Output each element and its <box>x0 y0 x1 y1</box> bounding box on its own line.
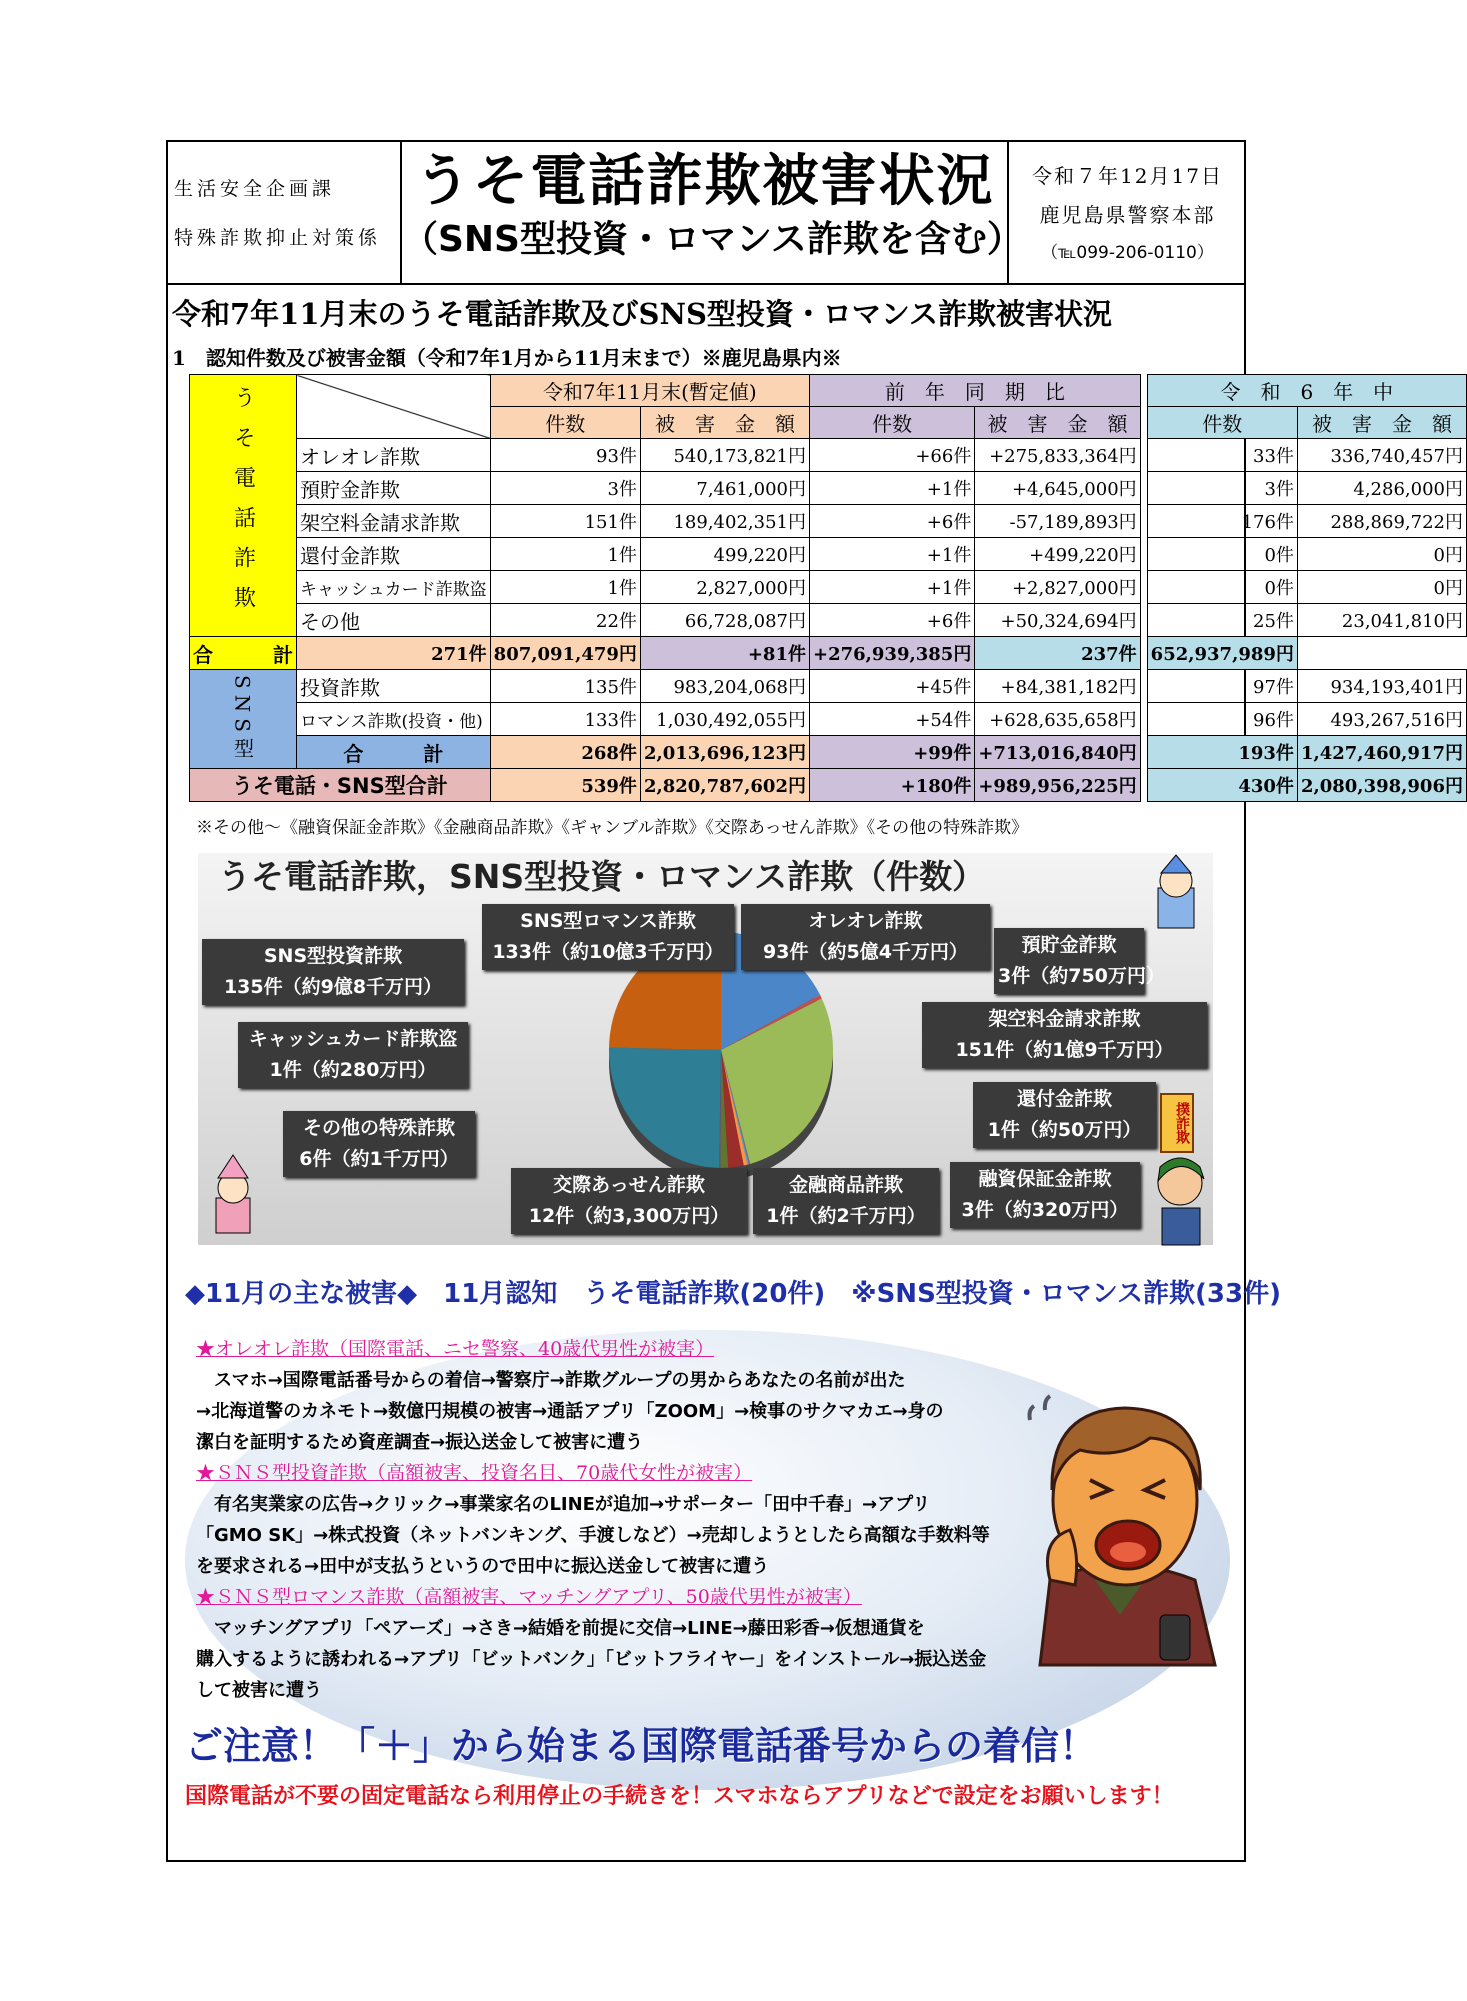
table-row <box>190 472 1467 505</box>
total-row-uso <box>190 637 1467 670</box>
case-description-line: スマホ→国際電話番号からの着信→警察庁→詐欺グループの男からあなたの名前が出た <box>196 1370 906 1391</box>
value-cell: 23,041,810円 <box>1297 604 1466 637</box>
callout-value: 133件（約10億3千万円） <box>492 941 724 963</box>
value-cell: 135件 <box>490 670 640 703</box>
value-cell: 493,267,516円 <box>1297 703 1466 736</box>
case-list <box>196 1334 1016 1706</box>
callout-name: SNS型ロマンス詐欺 <box>520 910 696 932</box>
diagonal-header-cell <box>297 375 491 439</box>
value-cell: +713,016,840円 <box>975 736 1140 769</box>
pink-mascot-icon <box>198 1153 268 1245</box>
callout-name: オレオレ詐欺 <box>808 910 923 932</box>
value-cell: 7,461,000円 <box>640 472 809 505</box>
value-cell: +6件 <box>809 604 974 637</box>
callout-name: 交際あっせん詐欺 <box>553 1174 705 1196</box>
total-label: 合 計 <box>190 637 297 670</box>
table-gap <box>1140 375 1147 802</box>
row-label: キャッシュカード詐欺盗 <box>297 571 491 604</box>
table-row <box>190 538 1467 571</box>
callout-value: 12件（約3,300万円） <box>528 1205 730 1227</box>
callout-label <box>238 1022 468 1088</box>
grand-total-label: うそ電話・SNS型合計 <box>190 769 491 802</box>
page-title: うそ電話詐欺被害状況 <box>414 149 995 214</box>
col-amount: 被 害 金 額 <box>975 407 1140 439</box>
callout-value: 151件（約1億9千万円） <box>955 1039 1174 1061</box>
table-row <box>190 439 1467 472</box>
department-name: 生活安全企画課 <box>174 177 336 200</box>
col-count: 件数 <box>1147 407 1297 439</box>
header-prev-year: 令 和 6 年 中 <box>1147 375 1466 407</box>
callout-label <box>741 904 990 970</box>
value-cell: +1件 <box>809 571 974 604</box>
value-cell: 96件 <box>1147 703 1297 736</box>
organization: 鹿児島県警察本部 <box>1039 203 1216 227</box>
warning-message: ご注意！「＋」から始まる国際電話番号からの着信！ <box>185 1724 1098 1768</box>
chart-title: うそ電話詐欺，SNS型投資・ロマンス詐欺（件数） <box>218 857 986 896</box>
value-cell: 2,013,696,123円 <box>640 736 809 769</box>
callout-value: 1件（約50万円） <box>987 1119 1142 1141</box>
value-cell: 193件 <box>1147 736 1297 769</box>
value-cell: 3件 <box>1147 472 1297 505</box>
total-label: 合 計 <box>297 736 491 769</box>
value-cell: 237件 <box>975 637 1140 670</box>
callout-label <box>973 1082 1156 1148</box>
value-cell: 268件 <box>490 736 640 769</box>
value-cell: 1,030,492,055円 <box>640 703 809 736</box>
value-cell: +499,220円 <box>975 538 1140 571</box>
value-cell: +628,635,658円 <box>975 703 1140 736</box>
value-cell: 0円 <box>1297 538 1466 571</box>
value-cell: 25件 <box>1147 604 1297 637</box>
group-label-sns: SNS型 <box>190 670 297 769</box>
callout-name: SNS型投資詐欺 <box>263 945 403 967</box>
row-label: ロマンス詐欺(投資・他) <box>297 703 491 736</box>
value-cell: 133件 <box>490 703 640 736</box>
value-cell: 983,204,068円 <box>640 670 809 703</box>
value-cell: 97件 <box>1147 670 1297 703</box>
case-description-line: を要求される→田中が支払うというので田中に振込送金して被害に遭う <box>196 1556 770 1577</box>
callout-label <box>950 1162 1140 1228</box>
table-row <box>190 703 1467 736</box>
header-yoy: 前 年 同 期 比 <box>809 375 1140 407</box>
case-description-line: 購入するように誘われる→アプリ「ビットバンク」「ビットフライヤー」をインストール→振込送金 <box>196 1649 987 1670</box>
value-cell: 176件 <box>1147 505 1297 538</box>
section-name: 特殊詐欺抑止対策係 <box>174 226 382 249</box>
col-amount: 被 害 金 額 <box>640 407 809 439</box>
warning-instruction: 国際電話が不要の固定電話なら利用停止の手続きを！スマホならアプリなどで設定をお願いします！ <box>185 1784 1174 1809</box>
value-cell: +6件 <box>809 505 974 538</box>
case-description-line: マッチングアプリ「ペアーズ」→さき→結婚を前提に交信→LINE→藤田彩香→仮想通貨を <box>196 1618 925 1639</box>
case-title: ★オレオレ詐欺（国際電話、ニセ警察、40歳代男性が被害） <box>196 1338 715 1360</box>
value-cell: +99件 <box>809 736 974 769</box>
value-cell: 2,820,787,602円 <box>640 769 809 802</box>
callout-value: 6件（約1千万円） <box>299 1148 459 1170</box>
col-amount: 被 害 金 額 <box>1297 407 1466 439</box>
value-cell: 0円 <box>1297 571 1466 604</box>
value-cell: +180件 <box>809 769 974 802</box>
damage-table <box>189 374 1467 802</box>
callout-label <box>994 928 1165 994</box>
callout-value: 1件（約280万円） <box>269 1059 437 1081</box>
table-row <box>190 604 1467 637</box>
callout-name: 還付金詐欺 <box>1016 1088 1112 1110</box>
value-cell: 934,193,401円 <box>1297 670 1466 703</box>
value-cell: 189,402,351円 <box>640 505 809 538</box>
value-cell: +1件 <box>809 472 974 505</box>
value-cell: 3件 <box>490 472 640 505</box>
callout-label <box>202 939 464 1005</box>
value-cell: +276,939,385円 <box>809 637 974 670</box>
value-cell: 1,427,460,917円 <box>1297 736 1466 769</box>
value-cell: 539件 <box>490 769 640 802</box>
monthly-headline: ◆11月の主な被害◆ 11月認知 うそ電話詐欺(20件) ※SNS型投資・ロマンス詐欺(33件) <box>185 1279 1281 1309</box>
value-cell: +66件 <box>809 439 974 472</box>
value-cell: 430件 <box>1147 769 1297 802</box>
value-cell: 93件 <box>490 439 640 472</box>
boy-mascot-icon <box>1148 1153 1213 1245</box>
value-cell: 4,286,000円 <box>1297 472 1466 505</box>
value-cell: 1件 <box>490 571 640 604</box>
value-cell: +275,833,364円 <box>975 439 1140 472</box>
grand-total-row <box>190 769 1467 802</box>
table-footnote: ※その他～《融資保証金詐欺》《金融商品詐欺》《ギャンブル詐欺》《交際あっせん詐欺》《その他の特殊詐欺》 <box>196 818 1029 838</box>
value-cell: +2,827,000円 <box>975 571 1140 604</box>
row-label: 架空料金請求詐欺 <box>297 505 491 538</box>
value-cell: 151件 <box>490 505 640 538</box>
value-cell: 66,728,087円 <box>640 604 809 637</box>
callout-name: キャッシュカード詐欺盗 <box>248 1028 458 1050</box>
table-row <box>190 571 1467 604</box>
header-current: 令和7年11月末(暫定値) <box>490 375 809 407</box>
case-description-line: 「GMO SK」→株式投資（ネットバンキング、手渡しなど）→売却しようとしたら高額な手数料等 <box>196 1525 990 1546</box>
total-row-sns <box>190 736 1467 769</box>
group-label-uso: うそ電話詐欺 <box>190 375 297 637</box>
case-description-line: 潔白を証明するため資産調査→振込送金して被害に遭う <box>196 1432 644 1453</box>
callout-label <box>753 1168 939 1234</box>
case-description-line: して被害に遭う <box>196 1680 322 1701</box>
callout-name: その他の特殊詐欺 <box>302 1117 455 1139</box>
page-subtitle: （SNS型投資・ロマンス詐欺を含む） <box>402 219 1023 260</box>
distressed-man-illustration <box>1020 1380 1225 1665</box>
row-label: その他 <box>297 604 491 637</box>
header-title <box>402 140 1023 285</box>
value-cell: +4,645,000円 <box>975 472 1140 505</box>
value-cell: 540,173,821円 <box>640 439 809 472</box>
row-label: オレオレ詐欺 <box>297 439 491 472</box>
value-cell: +989,956,225円 <box>975 769 1140 802</box>
value-cell: 336,740,457円 <box>1297 439 1466 472</box>
case-description-line: 有名実業家の広告→クリック→事業家名のLINEが追加→サポーター「田中千春」→アプリ <box>196 1494 931 1515</box>
value-cell: +45件 <box>809 670 974 703</box>
row-label: 投資詐欺 <box>297 670 491 703</box>
value-cell: +81件 <box>640 637 809 670</box>
value-cell: +54件 <box>809 703 974 736</box>
case-description-line: →北海道警のカネモト→数億円規模の被害→通話アプリ「ZOOM」→検事のサクマカエ→身の <box>196 1401 944 1422</box>
value-cell: 33件 <box>1147 439 1297 472</box>
callout-value: 3件（約750万円） <box>998 965 1165 987</box>
case-title: ★ＳＮＳ型投資詐欺（高額被害、投資名目、70歳代女性が被害） <box>196 1462 753 1484</box>
section-heading: 1 認知件数及び被害金額（令和7年1月から11月末まで）※鹿児島県内※ <box>172 346 842 370</box>
case-title: ★ＳＮＳ型ロマンス詐欺（高額被害、マッチングアプリ、50歳代男性が被害） <box>196 1586 862 1608</box>
value-cell: +50,324,694円 <box>975 604 1140 637</box>
callout-name: 金融商品詐欺 <box>788 1174 903 1196</box>
value-cell: 499,220円 <box>640 538 809 571</box>
callout-name: 融資保証金詐欺 <box>978 1168 1112 1190</box>
value-cell: +84,381,182円 <box>975 670 1140 703</box>
header-info <box>1009 140 1246 285</box>
value-cell: 22件 <box>490 604 640 637</box>
value-cell: 652,937,989円 <box>1147 637 1297 670</box>
value-cell: 2,080,398,906円 <box>1297 769 1466 802</box>
col-count: 件数 <box>490 407 640 439</box>
callout-label <box>482 904 734 970</box>
issue-date: 令和７年12月17日 <box>1032 164 1223 188</box>
callout-label <box>511 1168 747 1234</box>
row-label: 還付金詐欺 <box>297 538 491 571</box>
callout-name: 預貯金詐欺 <box>1021 934 1117 956</box>
callout-value: 135件（約9億8千万円） <box>223 976 443 998</box>
report-heading: 令和7年11月末のうそ電話詐欺及びSNS型投資・ロマンス詐欺被害状況 <box>172 297 1113 331</box>
callout-label <box>922 1002 1207 1068</box>
value-cell: 271件 <box>297 637 491 670</box>
value-cell: 0件 <box>1147 571 1297 604</box>
value-cell: 0件 <box>1147 538 1297 571</box>
table-row <box>190 505 1467 538</box>
value-cell: -57,189,893円 <box>975 505 1140 538</box>
header-department <box>166 140 402 285</box>
row-label: 預貯金詐欺 <box>297 472 491 505</box>
table-row <box>190 670 1467 703</box>
anti-fraud-flag: 撲詐欺 <box>1160 1093 1194 1153</box>
value-cell: 807,091,479円 <box>490 637 640 670</box>
pie-chart-panel <box>198 853 1213 1245</box>
callout-value: 1件（約2千万円） <box>766 1205 926 1227</box>
value-cell: 1件 <box>490 538 640 571</box>
value-cell: 288,869,722円 <box>1297 505 1466 538</box>
pie-slice-9 <box>609 1048 721 1168</box>
col-count: 件数 <box>809 407 974 439</box>
callout-value: 93件（約5億4千万円） <box>763 941 968 963</box>
callout-label <box>283 1111 475 1177</box>
police-mascot-icon <box>1143 853 1208 943</box>
value-cell: +1件 <box>809 538 974 571</box>
phone-number: （℡099-206-0110） <box>1041 243 1214 263</box>
value-cell: 2,827,000円 <box>640 571 809 604</box>
callout-value: 3件（約320万円） <box>961 1199 1129 1221</box>
callout-name: 架空料金請求詐欺 <box>988 1008 1141 1030</box>
